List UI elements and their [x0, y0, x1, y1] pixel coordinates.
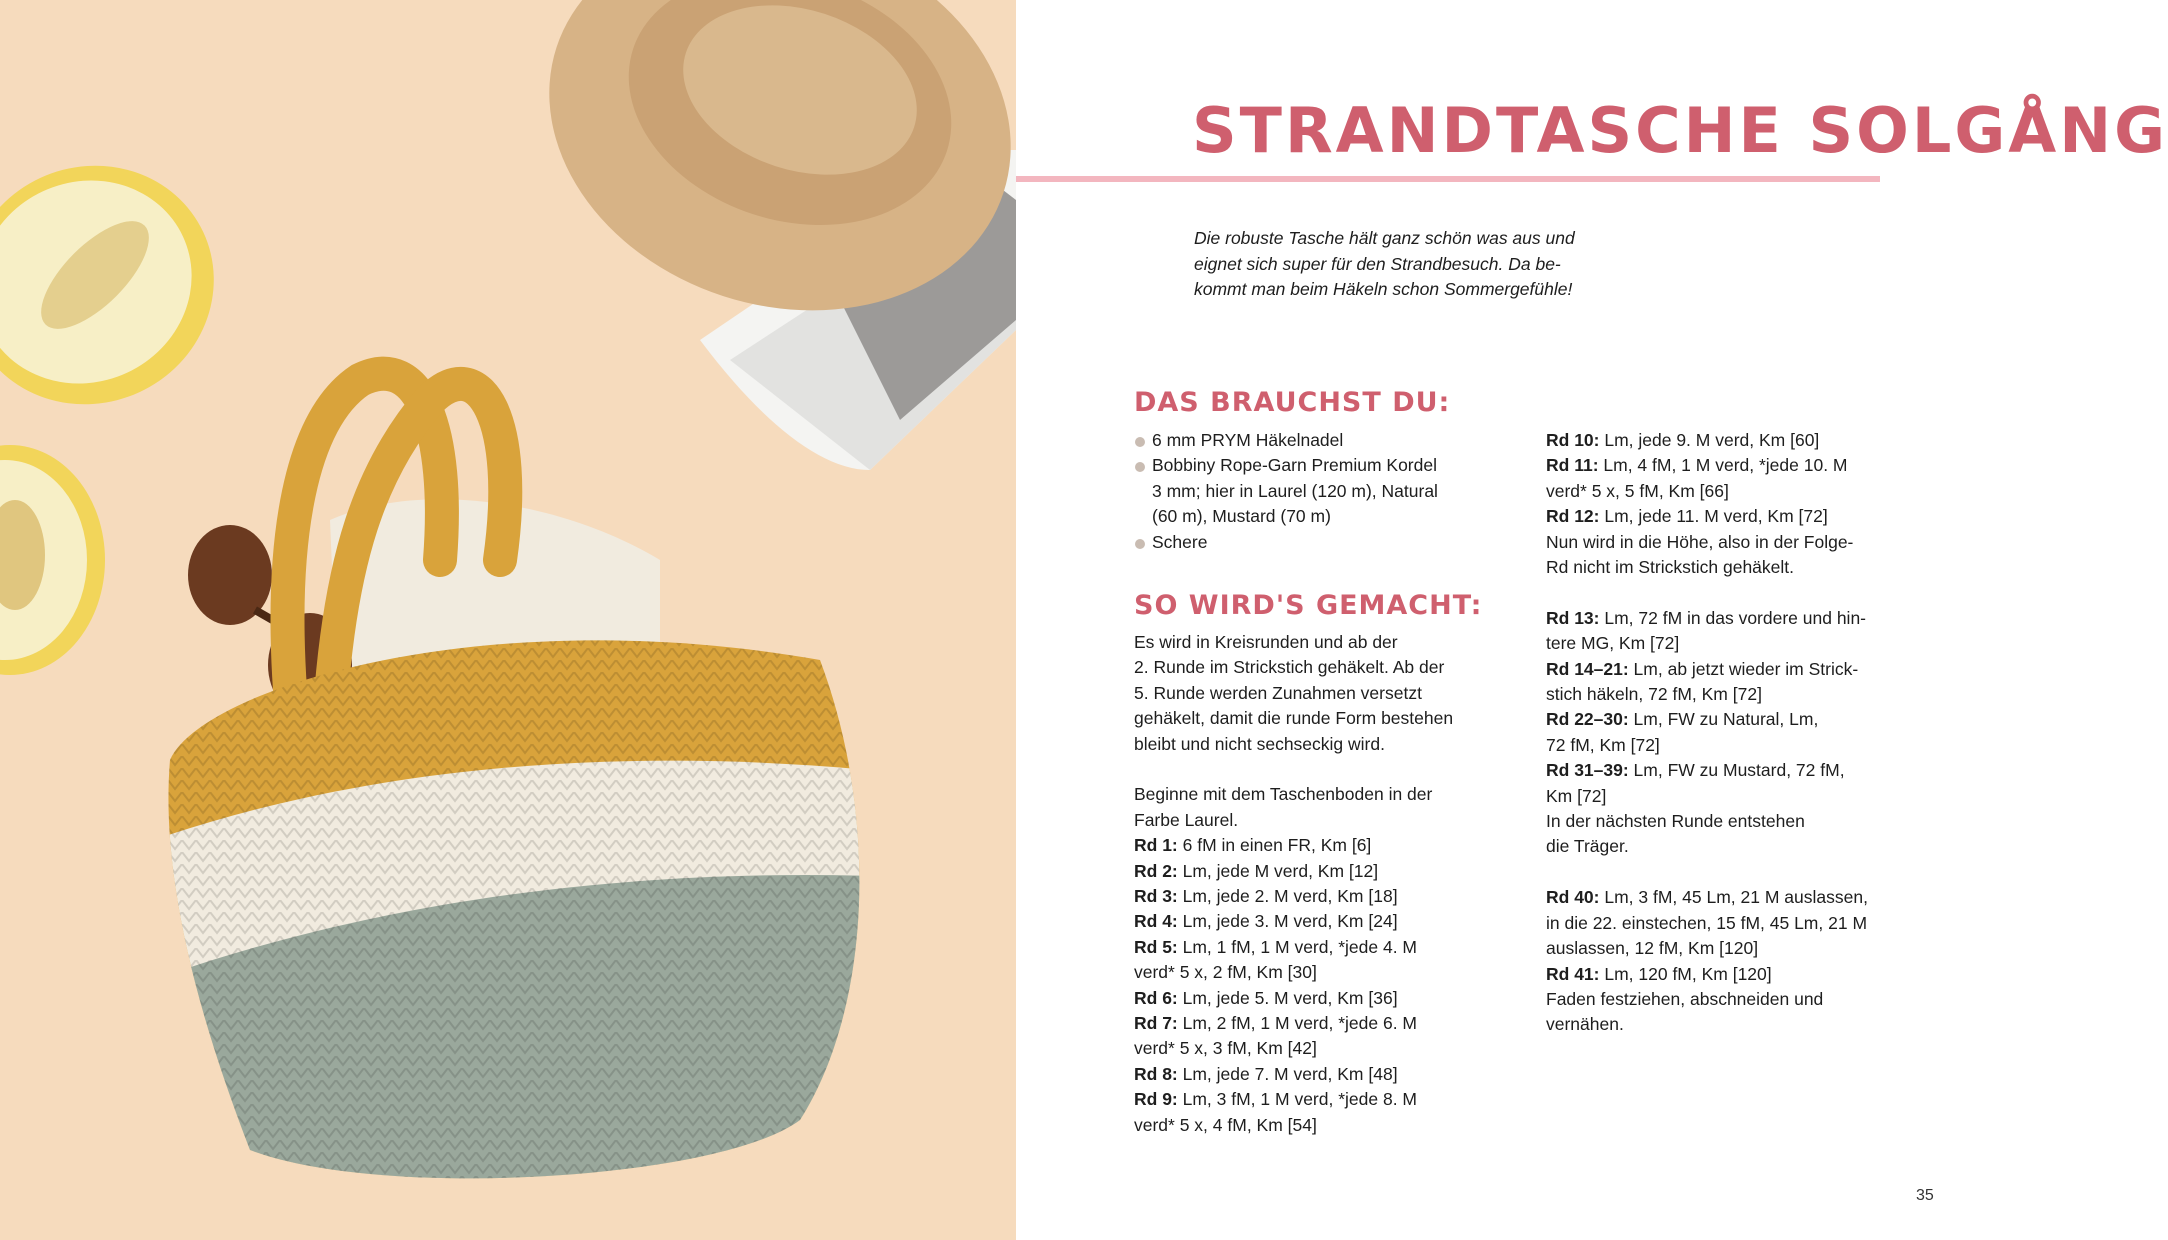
- instruction-text: 6 fM in einen FR, Km [6]: [1177, 835, 1372, 856]
- instruction-line: [1134, 960, 1534, 985]
- intro-line: Die robuste Tasche hält ganz schön was aus und: [1194, 228, 1575, 248]
- instruction-line: [1546, 885, 1966, 910]
- instruction-text: vernähen.: [1546, 1014, 1624, 1035]
- instruction-text: in die 22. einstechen, 15 fM, 45 Lm, 21 M: [1546, 912, 1868, 933]
- instruction-text: Lm, FW zu Mustard, 72 fM,: [1628, 760, 1845, 781]
- instructions-column-right: [1546, 428, 1966, 1038]
- materials-item-line: (60 m), Mustard (70 m): [1152, 506, 1331, 527]
- photo-illustration: [0, 0, 1016, 1240]
- instruction-text: Lm, jede 3. M verd, Km [24]: [1177, 911, 1398, 932]
- round-label: Rd 3:: [1134, 886, 1178, 907]
- instruction-text: Lm, 2 fM, 1 M verd, *jede 6. M: [1177, 1013, 1417, 1034]
- instruction-text: Lm, 120 fM, Km [120]: [1599, 963, 1772, 984]
- instruction-text: verd* 5 x, 3 fM, Km [42]: [1134, 1038, 1317, 1059]
- instruction-line: [1546, 936, 1966, 961]
- instruction-text: Km [72]: [1546, 785, 1607, 806]
- materials-item-line: Bobbiny Rope-Garn Premium Kordel: [1152, 455, 1437, 476]
- instruction-text: Lm, jede M verd, Km [12]: [1177, 860, 1379, 881]
- materials-item-line: Schere: [1152, 531, 1208, 552]
- instruction-line: [1134, 630, 1534, 655]
- instruction-line: [1134, 859, 1534, 884]
- instruction-line: [1546, 606, 1966, 631]
- round-label: Rd 1:: [1134, 835, 1178, 856]
- instructions-heading: SO WIRD'S GEMACHT:: [1134, 590, 1483, 621]
- instruction-line: [1134, 986, 1534, 1011]
- instruction-text: Lm, jede 9. M verd, Km [60]: [1599, 430, 1820, 450]
- instruction-text: stich häkeln, 72 fM, Km [72]: [1546, 684, 1762, 705]
- materials-heading: DAS BRAUCHST DU:: [1134, 387, 1451, 418]
- instruction-text: verd* 5 x, 2 fM, Km [30]: [1134, 962, 1317, 983]
- instruction-text: Lm, 1 fM, 1 M verd, *jede 4. M: [1177, 936, 1417, 957]
- product-photo: [0, 0, 1016, 1240]
- round-label: Rd 6:: [1134, 987, 1178, 1008]
- instruction-text: Farbe Laurel.: [1134, 809, 1239, 830]
- instruction-line: [1134, 1011, 1534, 1036]
- instruction-text: Lm, 3 fM, 45 Lm, 21 M auslassen,: [1599, 887, 1868, 908]
- instruction-line: [1134, 706, 1534, 731]
- instruction-line: [1134, 1062, 1534, 1087]
- instruction-text: Nun wird in die Höhe, also in der Folge-: [1546, 531, 1854, 552]
- instruction-line: [1134, 655, 1534, 680]
- instruction-text: In der nächsten Runde entstehen: [1546, 811, 1805, 832]
- instruction-line: [1546, 834, 1966, 859]
- materials-item-line: 6 mm PRYM Häkelnadel: [1152, 430, 1344, 450]
- round-label: Rd 4:: [1134, 911, 1178, 932]
- instruction-line: [1134, 833, 1534, 858]
- materials-item: [1134, 530, 1494, 555]
- round-label: Rd 10:: [1546, 430, 1600, 450]
- instruction-line: [1134, 681, 1534, 706]
- instruction-line: [1134, 909, 1534, 934]
- instruction-line: [1546, 707, 1966, 732]
- round-label: Rd 5:: [1134, 936, 1178, 957]
- instruction-text: Es wird in Kreisrunden und ab der: [1134, 632, 1398, 652]
- round-label: Rd 41:: [1546, 963, 1600, 984]
- title-underline: [1016, 176, 1880, 182]
- instruction-line: [1546, 504, 1966, 529]
- round-label: Rd 8:: [1134, 1063, 1178, 1084]
- instruction-text: Faden festziehen, abschneiden und: [1546, 988, 1824, 1009]
- instruction-text: Lm, jede 7. M verd, Km [48]: [1177, 1063, 1398, 1084]
- instruction-line: [1546, 1012, 1966, 1037]
- page-number: 35: [1916, 1187, 1934, 1204]
- instruction-line: [1134, 808, 1534, 833]
- round-label: Rd 12:: [1546, 506, 1600, 527]
- round-label: Rd 22–30:: [1546, 709, 1629, 730]
- instruction-line: [1546, 453, 1966, 478]
- instruction-line: [1546, 631, 1966, 656]
- round-label: Rd 11:: [1546, 455, 1599, 476]
- instruction-line: [1546, 809, 1966, 834]
- round-label: Rd 14–21:: [1546, 658, 1629, 679]
- instruction-line: [1134, 1113, 1534, 1138]
- round-label: Rd 13:: [1546, 607, 1600, 628]
- materials-item-line: 3 mm; hier in Laurel (120 m), Natural: [1152, 480, 1438, 501]
- paragraph-gap: [1134, 757, 1534, 782]
- instruction-line: [1546, 911, 1966, 936]
- instruction-text: bleibt und nicht sechseckig wird.: [1134, 733, 1385, 754]
- instruction-text: Lm, jede 11. M verd, Km [72]: [1599, 506, 1828, 527]
- instruction-line: [1134, 884, 1534, 909]
- paragraph-gap: [1546, 860, 1966, 885]
- instruction-line: [1546, 479, 1966, 504]
- round-label: Rd 40:: [1546, 887, 1600, 908]
- instruction-line: [1546, 657, 1966, 682]
- instruction-line: [1546, 555, 1966, 580]
- instruction-text: 72 fM, Km [72]: [1546, 734, 1660, 755]
- intro-line: kommt man beim Häkeln schon Sommergefühle!: [1194, 279, 1573, 299]
- instruction-text: Lm, jede 5. M verd, Km [36]: [1177, 987, 1398, 1008]
- instruction-text: gehäkelt, damit die runde Form bestehen: [1134, 708, 1454, 729]
- instruction-text: 5. Runde werden Zunahmen versetzt: [1134, 682, 1422, 703]
- instruction-text: verd* 5 x, 5 fM, Km [66]: [1546, 480, 1729, 501]
- instruction-text: die Träger.: [1546, 836, 1629, 857]
- instruction-line: [1546, 962, 1966, 987]
- round-label: Rd 7:: [1134, 1013, 1178, 1034]
- instruction-text: verd* 5 x, 4 fM, Km [54]: [1134, 1114, 1317, 1135]
- materials-list: [1134, 428, 1494, 555]
- instruction-line: [1546, 987, 1966, 1012]
- instruction-line: [1546, 758, 1966, 783]
- intro-text: [1194, 226, 1664, 303]
- instruction-line: [1134, 1036, 1534, 1061]
- instruction-line: [1546, 682, 1966, 707]
- round-label: Rd 31–39:: [1546, 760, 1629, 781]
- round-label: Rd 2:: [1134, 860, 1178, 881]
- instruction-line: [1134, 935, 1534, 960]
- instruction-text: Lm, FW zu Natural, Lm,: [1628, 709, 1819, 730]
- intro-line: eignet sich super für den Strandbesuch. Da be-: [1194, 253, 1561, 274]
- instruction-line: [1546, 784, 1966, 809]
- page-title: STRANDTASCHE SOLGÅNG: [1192, 94, 2168, 167]
- instructions-column-left: [1134, 630, 1534, 1138]
- instruction-text: tere MG, Km [72]: [1546, 633, 1680, 654]
- instruction-text: 2. Runde im Strickstich gehäkelt. Ab der: [1134, 657, 1445, 678]
- paragraph-gap: [1546, 580, 1966, 605]
- materials-item: [1134, 453, 1494, 529]
- instruction-text: Lm, 72 fM in das vordere und hin-: [1599, 607, 1867, 628]
- instruction-text: Lm, 4 fM, 1 M verd, *jede 10. M: [1598, 455, 1848, 476]
- instruction-text: Lm, jede 2. M verd, Km [18]: [1177, 886, 1398, 907]
- instruction-text: auslassen, 12 fM, Km [120]: [1546, 938, 1759, 959]
- instruction-line: [1134, 782, 1534, 807]
- instruction-line: [1546, 733, 1966, 758]
- instruction-text: Rd nicht im Strickstich gehäkelt.: [1546, 557, 1795, 578]
- instruction-line: [1546, 530, 1966, 555]
- round-label: Rd 9:: [1134, 1089, 1178, 1110]
- instruction-text: Lm, 3 fM, 1 M verd, *jede 8. M: [1177, 1089, 1417, 1110]
- instruction-line: [1546, 428, 1966, 453]
- instruction-line: [1134, 732, 1534, 757]
- instruction-line: [1134, 1087, 1534, 1112]
- instruction-text: Lm, ab jetzt wieder im Strick-: [1628, 658, 1859, 679]
- materials-item: [1134, 428, 1494, 453]
- instruction-text: Beginne mit dem Taschenboden in der: [1134, 784, 1433, 805]
